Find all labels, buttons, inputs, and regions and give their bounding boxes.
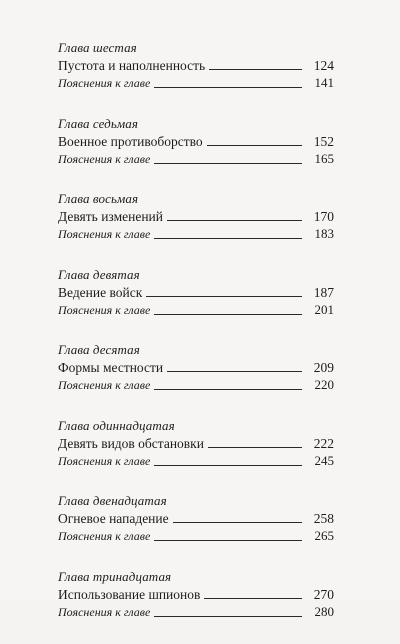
chapter-notes-entry	[58, 150, 334, 168]
leader-line	[154, 465, 302, 466]
chapter-title: Использование шпионов	[58, 586, 201, 602]
chapter-notes-entry	[58, 376, 334, 394]
leader-line	[154, 163, 302, 164]
notes-label: Пояснения к главе	[58, 151, 151, 166]
notes-page-number: 245	[314, 452, 334, 468]
chapter-notes-entry	[58, 301, 334, 319]
chapter-title: Девять видов обстановки	[58, 435, 204, 451]
chapter-title-entry	[58, 284, 334, 301]
chapter-heading: Глава восьмая	[58, 191, 139, 206]
chapter-page-number: 124	[313, 58, 334, 73]
leader-line	[154, 540, 302, 541]
toc-chapter-7	[58, 116, 334, 168]
toc-chapter-8	[58, 191, 334, 243]
toc-chapter-9	[58, 267, 334, 319]
leader-line	[154, 314, 302, 315]
leader-line	[207, 145, 302, 146]
leader-line	[146, 296, 302, 297]
chapter-notes-entry	[58, 527, 334, 545]
chapter-page-number: 152	[313, 133, 334, 149]
chapter-notes-entry	[58, 74, 334, 92]
notes-label: Пояснения к главе	[58, 76, 151, 90]
chapter-page-number: 258	[313, 511, 334, 526]
notes-label: Пояснения к главе	[58, 302, 151, 317]
chapter-title-entry	[58, 510, 334, 527]
chapter-page-number: 187	[313, 284, 334, 300]
toc-chapter-11	[58, 418, 334, 470]
notes-label: Пояснения к главе	[58, 227, 151, 241]
chapter-title: Девять изменений	[58, 209, 163, 224]
notes-page-number: 220	[314, 377, 334, 392]
chapter-heading: Глава одиннадцатая	[58, 417, 175, 433]
chapter-heading: Глава тринадцатая	[58, 568, 172, 584]
leader-line	[154, 87, 302, 88]
chapter-title: Ведение войск	[58, 284, 143, 300]
notes-page-number: 201	[314, 301, 334, 317]
chapter-title: Военное противоборство	[58, 133, 203, 149]
chapter-page-number: 270	[313, 586, 334, 602]
leader-line	[204, 598, 302, 599]
notes-page-number: 141	[314, 75, 334, 90]
chapter-heading: Глава седьмая	[58, 115, 139, 131]
leader-line	[167, 220, 302, 221]
chapter-notes-entry	[58, 225, 334, 243]
chapter-heading: Глава девятая	[58, 266, 140, 282]
chapter-title: Формы местности	[58, 360, 164, 375]
toc-chapter-6	[58, 40, 334, 92]
notes-label: Пояснения к главе	[58, 529, 151, 543]
chapter-page-number: 209	[313, 360, 334, 375]
notes-label: Пояснения к главе	[58, 378, 151, 392]
toc-chapter-10	[58, 342, 334, 394]
chapter-title: Пустота и наполненность	[58, 58, 206, 73]
notes-page-number: 280	[314, 603, 334, 619]
leader-line	[154, 389, 302, 390]
chapter-heading: Глава десятая	[58, 342, 140, 357]
chapter-heading: Глава шестая	[58, 40, 137, 55]
table-of-contents	[58, 40, 334, 644]
notes-page-number: 165	[314, 150, 334, 166]
notes-page-number: 183	[314, 226, 334, 241]
leader-line	[154, 238, 302, 239]
chapter-title-entry	[58, 435, 334, 452]
chapter-title-entry	[58, 359, 334, 376]
toc-chapter-13	[58, 569, 334, 621]
chapter-page-number: 222	[313, 435, 334, 451]
leader-line	[209, 69, 302, 70]
chapter-heading: Глава двенадцатая	[58, 493, 167, 508]
chapter-title: Огневое нападение	[58, 511, 169, 526]
chapter-notes-entry	[58, 452, 334, 470]
leader-line	[208, 447, 302, 448]
notes-label: Пояснения к главе	[58, 604, 151, 619]
chapter-notes-entry	[58, 603, 334, 621]
chapter-title-entry	[58, 57, 334, 74]
leader-line	[173, 522, 302, 523]
notes-page-number: 265	[314, 528, 334, 543]
leader-line	[154, 616, 302, 617]
chapter-title-entry	[58, 208, 334, 225]
notes-label: Пояснения к главе	[58, 453, 151, 468]
toc-chapter-12	[58, 493, 334, 545]
chapter-title-entry	[58, 133, 334, 150]
chapter-page-number: 170	[313, 209, 334, 224]
leader-line	[167, 371, 302, 372]
